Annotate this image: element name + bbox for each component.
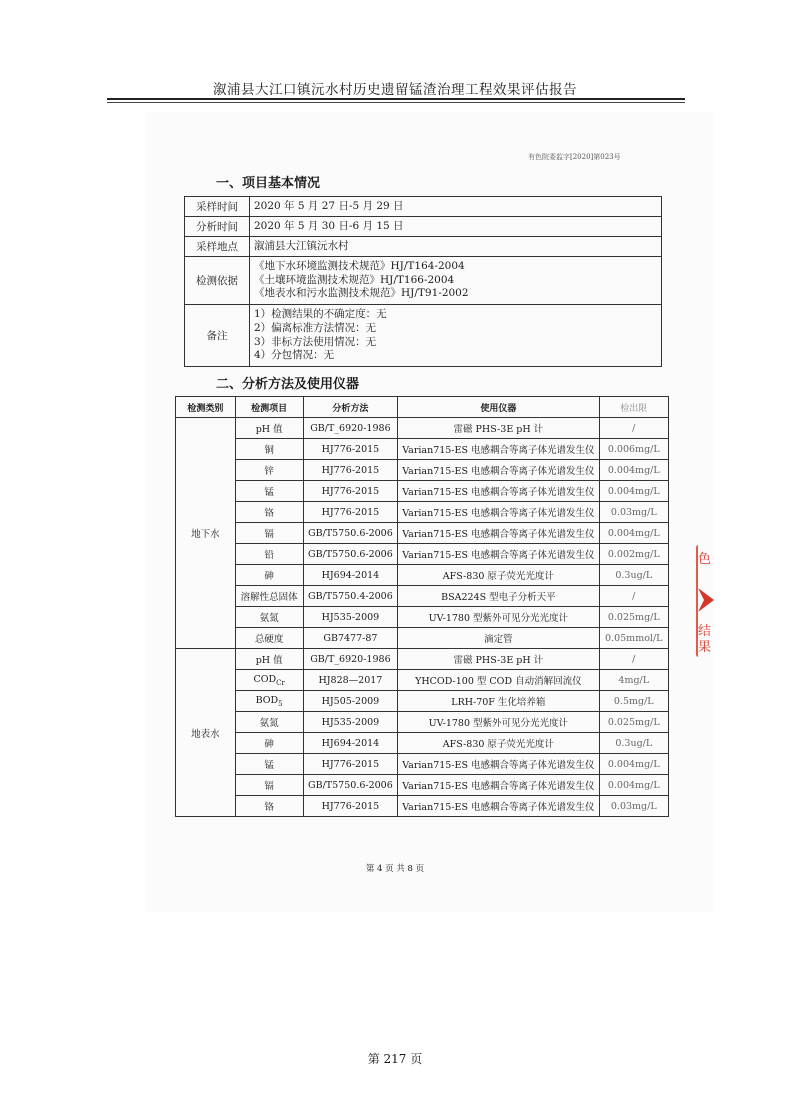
cell-method: HJ776-2015 — [303, 796, 398, 817]
cell-item: 溶解性总固体 — [235, 586, 303, 607]
surface-water-label: 地表水 — [176, 649, 236, 817]
cell-item: 氨氮 — [235, 712, 303, 733]
header-method: 分析方法 — [303, 397, 398, 418]
table-row — [176, 754, 669, 775]
analysis-time-label: 分析时间 — [185, 217, 250, 237]
cell-limit: 0.002mg/L — [599, 544, 668, 565]
table-row — [176, 544, 669, 565]
remarks-value — [250, 305, 662, 367]
remark-line: 4）分包情况：无 — [254, 349, 335, 362]
outer-page-number: 第 217 页 — [367, 1052, 423, 1066]
remarks-label: 备注 — [185, 305, 250, 367]
cell-item: pH 值 — [235, 418, 303, 439]
cell-instrument: Varian715-ES 电感耦合等离子体光谱发生仪 — [398, 754, 599, 775]
cell-limit: 0.5mg/L — [599, 691, 668, 712]
cell-limit: 0.03mg/L — [599, 502, 668, 523]
table-row — [185, 217, 662, 237]
cell-method: GB/T_6920-1986 — [303, 418, 398, 439]
cell-item: 铬 — [235, 502, 303, 523]
section-2-title: 二、分析方法及使用仪器 — [216, 377, 360, 392]
remark-line: 3）非标方法使用情况：无 — [254, 335, 377, 348]
cell-item: 总硬度 — [235, 628, 303, 649]
table-row — [176, 691, 669, 712]
cell-limit: 4mg/L — [599, 670, 668, 691]
table-row — [185, 305, 662, 367]
document-number: 有色院委监字[2020]第023号 — [528, 153, 621, 161]
basic-info-table — [184, 196, 662, 367]
sampling-site-value: 溆浦县大江镇沅水村 — [250, 237, 662, 257]
cell-method: HJ694-2014 — [303, 733, 398, 754]
basis-label: 检测依据 — [185, 257, 250, 305]
cell-limit: 0.3ug/L — [599, 565, 668, 586]
cell-limit: 0.025mg/L — [599, 712, 668, 733]
header-rule-thin — [107, 102, 685, 103]
remark-line: 2）偏离标准方法情况：无 — [254, 321, 377, 334]
table-row — [176, 439, 669, 460]
cell-item: 砷 — [235, 733, 303, 754]
table-row — [176, 418, 669, 439]
header-rule — [107, 98, 685, 100]
table-row — [176, 712, 669, 733]
cell-method: GB/T5750.6-2006 — [303, 544, 398, 565]
table-row — [176, 733, 669, 754]
sampling-site-label: 采样地点 — [185, 237, 250, 257]
table-row — [185, 197, 662, 217]
cell-method: GB/T5750.4-2006 — [303, 586, 398, 607]
cell-instrument: BSA224S 型电子分析天平 — [398, 586, 599, 607]
cell-instrument: UV-1780 型紫外可见分光光度计 — [398, 607, 599, 628]
surface-water-group — [176, 649, 669, 817]
cell-method: HJ776-2015 — [303, 460, 398, 481]
cell-item: 铅 — [235, 544, 303, 565]
cell-instrument: Varian715-ES 电感耦合等离子体光谱发生仪 — [398, 544, 599, 565]
cell-item: 锰 — [235, 754, 303, 775]
groundwater-group — [176, 418, 669, 649]
cell-instrument: 雷磁 PHS-3E pH 计 — [398, 649, 599, 670]
cell-item: 镉 — [235, 775, 303, 796]
cell-item — [235, 691, 303, 712]
cell-item: 砷 — [235, 565, 303, 586]
cell-limit: 0.03mg/L — [599, 796, 668, 817]
table-row — [176, 460, 669, 481]
cell-limit: / — [599, 586, 668, 607]
table-row — [176, 649, 669, 670]
cell-limit: 0.006mg/L — [599, 439, 668, 460]
cell-instrument: Varian715-ES 电感耦合等离子体光谱发生仪 — [398, 796, 599, 817]
cell-limit: 0.004mg/L — [599, 481, 668, 502]
header-item: 检测项目 — [235, 397, 303, 418]
item-subscript: Cr — [276, 678, 285, 687]
cell-instrument: Varian715-ES 电感耦合等离子体光谱发生仪 — [398, 460, 599, 481]
table-row — [185, 257, 662, 305]
cell-instrument: UV-1780 型紫外可见分光光度计 — [398, 712, 599, 733]
cell-instrument: Varian715-ES 电感耦合等离子体光谱发生仪 — [398, 481, 599, 502]
remark-line: 1）检测结果的不确定度：无 — [254, 308, 387, 321]
table-row — [185, 237, 662, 257]
sampling-time-label: 采样时间 — [185, 197, 250, 217]
header-limit: 检出限 — [599, 397, 668, 418]
cell-item: 铬 — [235, 796, 303, 817]
cell-method: HJ776-2015 — [303, 439, 398, 460]
cell-item: 镉 — [235, 523, 303, 544]
table-row — [176, 796, 669, 817]
cell-instrument: Varian715-ES 电感耦合等离子体光谱发生仪 — [398, 523, 599, 544]
cell-instrument: 雷磁 PHS-3E pH 计 — [398, 418, 599, 439]
cell-limit: / — [599, 418, 668, 439]
item-subscript: 5 — [278, 699, 283, 708]
stamp-text: 色 — [698, 552, 712, 567]
report-title: 溆浦县大江口镇沅水村历史遗留锰渣治理工程效果评估报告 — [213, 82, 577, 98]
methods-table — [175, 396, 669, 817]
cell-limit: / — [599, 649, 668, 670]
table-row — [176, 523, 669, 544]
cell-item: 氨氮 — [235, 607, 303, 628]
cell-method: GB/T5750.6-2006 — [303, 523, 398, 544]
cell-instrument: LRH-70F 生化培养箱 — [398, 691, 599, 712]
cell-method: HJ694-2014 — [303, 565, 398, 586]
cell-instrument: Varian715-ES 电感耦合等离子体光谱发生仪 — [398, 439, 599, 460]
cell-instrument: Varian715-ES 电感耦合等离子体光谱发生仪 — [398, 502, 599, 523]
stamp-star-icon — [696, 586, 716, 614]
table-row — [176, 586, 669, 607]
cell-limit: 0.004mg/L — [599, 460, 668, 481]
cell-limit: 0.025mg/L — [599, 607, 668, 628]
cell-instrument: AFS-830 原子荧光光度计 — [398, 733, 599, 754]
seal-stamp — [696, 540, 716, 660]
header-category: 检测类别 — [176, 397, 236, 418]
cell-method: HJ535-2009 — [303, 712, 398, 733]
cell-instrument: AFS-830 原子荧光光度计 — [398, 565, 599, 586]
cell-method: HJ828—2017 — [303, 670, 398, 691]
table-header-row — [176, 397, 669, 418]
cell-method: GB7477-87 — [303, 628, 398, 649]
cell-limit: 0.3ug/L — [599, 733, 668, 754]
cell-method: HJ776-2015 — [303, 502, 398, 523]
cell-limit: 0.004mg/L — [599, 523, 668, 544]
table-row — [176, 607, 669, 628]
cell-limit: 0.05mmol/L — [599, 628, 668, 649]
cell-limit: 0.004mg/L — [599, 775, 668, 796]
cell-instrument: 滴定管 — [398, 628, 599, 649]
stamp-text: 结果 — [698, 624, 712, 655]
basis-line: 《土壤环境监测技术规范》HJ/T166-2004 — [254, 273, 455, 286]
table-row — [176, 565, 669, 586]
basis-line: 《地表水和污水监测技术规范》HJ/T91-2002 — [254, 287, 469, 300]
cell-limit: 0.004mg/L — [599, 754, 668, 775]
groundwater-label: 地下水 — [176, 418, 236, 649]
cell-instrument: Varian715-ES 电感耦合等离子体光谱发生仪 — [398, 775, 599, 796]
inner-page-number: 第 4 页 共 8 页 — [365, 864, 425, 874]
item-main: BOD — [255, 694, 279, 706]
cell-method: HJ776-2015 — [303, 481, 398, 502]
basis-line: 《地下水环境监测技术规范》HJ/T164-2004 — [254, 260, 465, 273]
sampling-time-value: 2020 年 5 月 27 日-5 月 29 日 — [250, 197, 662, 217]
cell-instrument: YHCOD-100 型 COD 自动消解回流仪 — [398, 670, 599, 691]
basis-value — [250, 257, 662, 305]
table-row — [176, 502, 669, 523]
cell-item: 铜 — [235, 439, 303, 460]
table-row — [176, 670, 669, 691]
cell-method: HJ776-2015 — [303, 754, 398, 775]
cell-item: 锰 — [235, 481, 303, 502]
header-instrument: 使用仪器 — [398, 397, 599, 418]
item-main: COD — [253, 673, 277, 685]
cell-item — [235, 670, 303, 691]
table-row — [176, 481, 669, 502]
cell-method: GB/T_6920-1986 — [303, 649, 398, 670]
cell-method: GB/T5750.6-2006 — [303, 775, 398, 796]
table-row — [176, 628, 669, 649]
section-1-title: 一、项目基本情况 — [216, 176, 321, 191]
cell-item: 锌 — [235, 460, 303, 481]
analysis-time-value: 2020 年 5 月 30 日-6 月 15 日 — [250, 217, 662, 237]
cell-method: HJ535-2009 — [303, 607, 398, 628]
cell-method: HJ505-2009 — [303, 691, 398, 712]
cell-item: pH 值 — [235, 649, 303, 670]
table-row — [176, 775, 669, 796]
